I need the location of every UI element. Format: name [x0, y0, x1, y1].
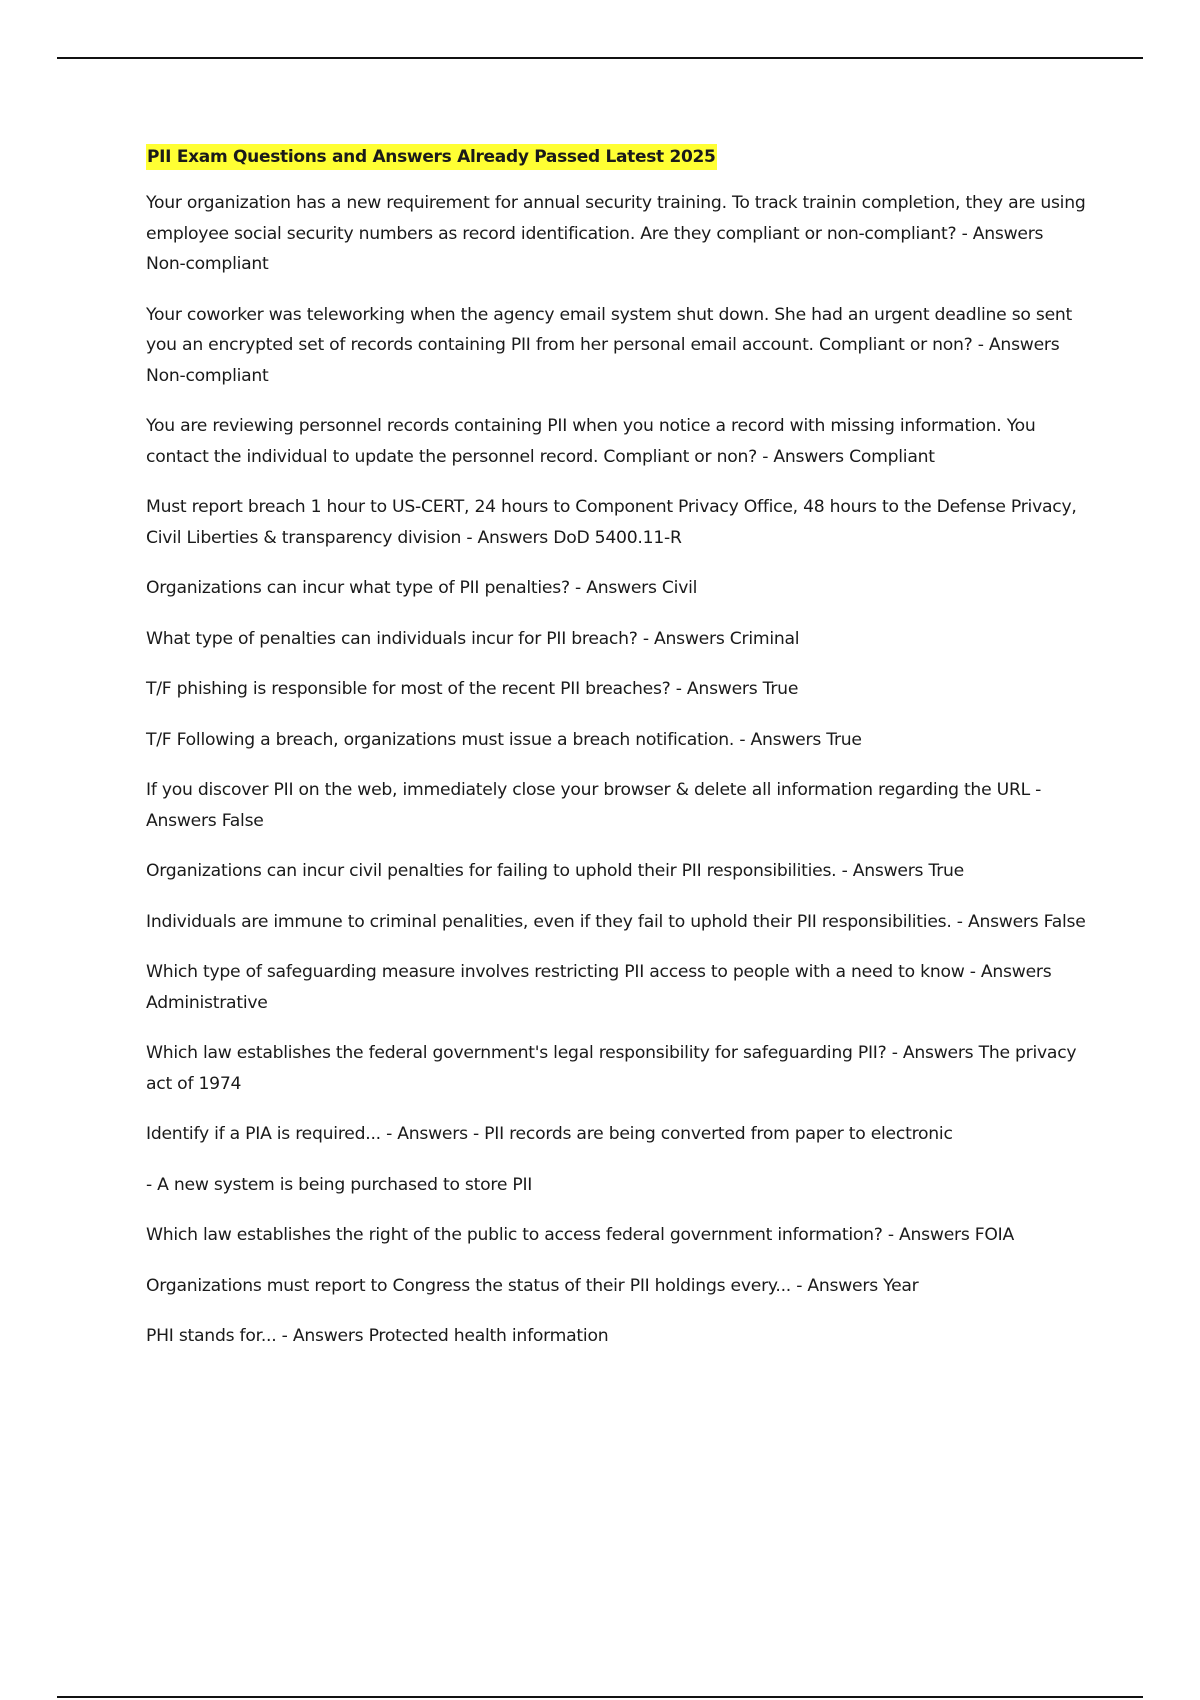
qa-item: Which type of safeguarding measure involves restricting PII access to people with a need to know - Answers Administrative: [146, 962, 1052, 1013]
qa-item: You are reviewing personnel records containing PII when you notice a record with missing information. You contact the individual to update the personnel record. Compliant or non? - Answers Compliant: [146, 416, 1036, 467]
qa-item: Individuals are immune to criminal penalities, even if they fail to uphold their PII responsibilities. - Answers False: [146, 911, 1086, 932]
qa-item: If you discover PII on the web, immediately close your browser & delete all information regarding the URL - Answers False: [146, 780, 1042, 831]
qa-item: T/F Following a breach, organizations must issue a breach notification. - Answers True: [146, 729, 862, 750]
qa-item: PHI stands for... - Answers Protected health information: [146, 1326, 609, 1346]
qa-item: Your coworker was teleworking when the agency email system shut down. She had an urgent deadline so sent you an encrypted set of records containing PII from her personal email account. Compliant or non? - Answers Non-compliant: [146, 304, 1073, 386]
qa-item: Organizations can incur what type of PII penalties? - Answers Civil: [146, 578, 698, 598]
qa-item: Which law establishes the federal government's legal responsibility for safeguarding PII? - Answers The privacy act of 1974: [146, 1043, 1077, 1094]
qa-item: Organizations can incur civil penalties for failing to uphold their PII responsibilities. - Answers True: [146, 861, 964, 881]
header-rule: [57, 57, 1143, 59]
qa-item: What type of penalties can individuals incur for PII breach? - Answers Criminal: [146, 628, 800, 649]
qa-item: Which law establishes the right of the public to access federal government information? - Answers FOIA: [146, 1225, 1014, 1245]
qa-item: - A new system is being purchased to store PII: [146, 1174, 533, 1195]
document-title: PII Exam Questions and Answers Already Passed Latest 2025: [146, 144, 717, 170]
document-body: [146, 144, 1086, 1372]
qa-item: Your organization has a new requirement for annual security training. To track trainin completion, they are using employee social security numbers as record identification. Are they compliant or non-compliant? - Answers Non-compliant: [146, 193, 1086, 274]
qa-item: T/F phishing is responsible for most of the recent PII breaches? - Answers True: [146, 679, 799, 699]
qa-item: Identify if a PIA is required... - Answers - PII records are being converted from paper to electronic: [146, 1124, 953, 1144]
qa-item: Must report breach 1 hour to US-CERT, 24 hours to Component Privacy Office, 48 hours to the Defense Privacy, Civil Liberties & transparency division - Answers DoD 5400.11-R: [146, 497, 1077, 548]
qa-item: Organizations must report to Congress the status of their PII holdings every... - Answers Year: [146, 1275, 919, 1296]
footer-rule: [57, 1696, 1143, 1698]
